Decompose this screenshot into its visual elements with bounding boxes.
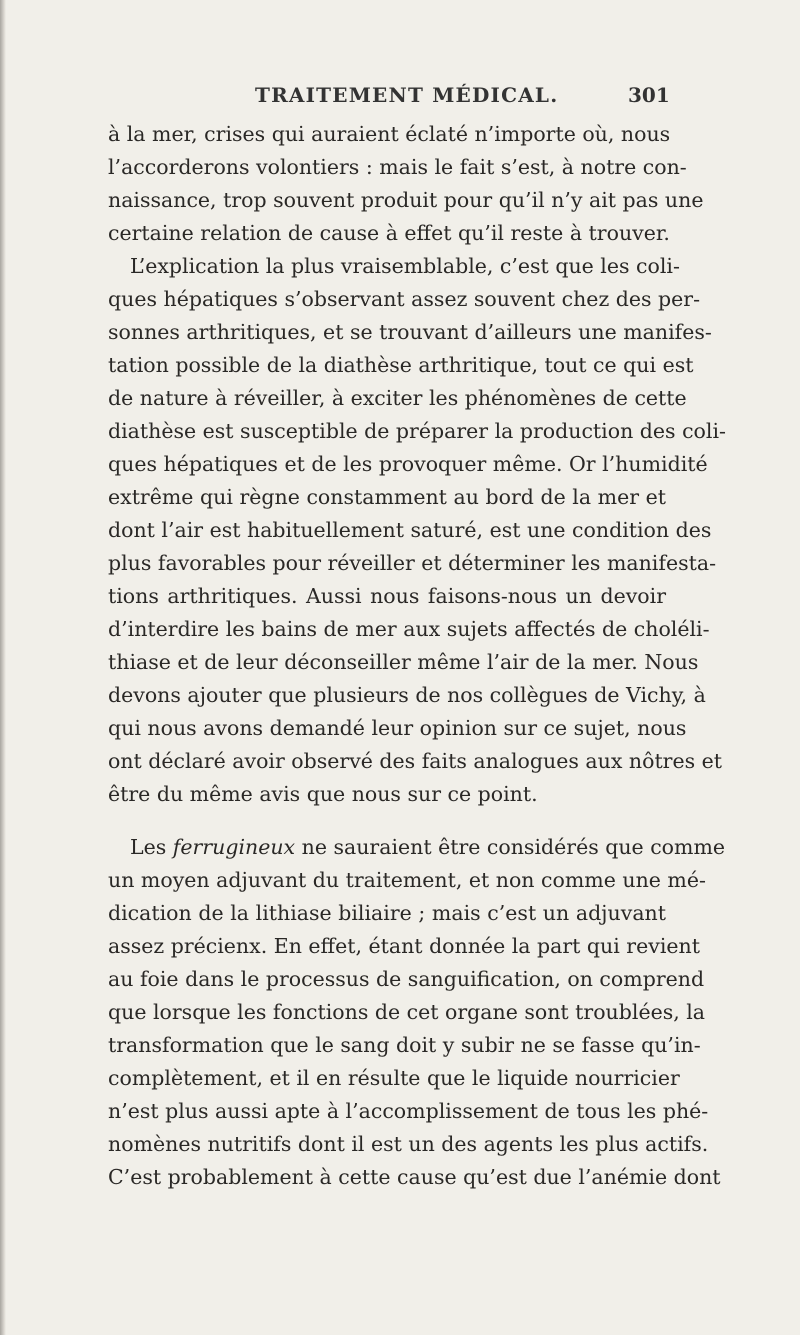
text-line: l’accorderons volontiers : mais le fait s’est, à notre con- <box>108 155 687 179</box>
text-line: nomènes nutritifs dont il est un des agents les plus actifs. <box>108 1132 709 1156</box>
text-line: tions arthritiques. Aussi nous faisons-nous un devoir <box>108 584 666 608</box>
text-line: au foie dans le processus de sanguification, on comprend <box>108 967 705 991</box>
text-line: extrême qui règne constamment au bord de la mer et <box>108 485 666 509</box>
text-line: dont l’air est habituellement saturé, est une condition des <box>108 518 712 542</box>
text-line: transformation que le sang doit y subir ne se fasse qu’in- <box>108 1033 701 1057</box>
text-line: tation possible de la diathèse arthritique, tout ce qui est <box>108 353 694 377</box>
text-line: thiase et de leur déconseiller même l’air de la mer. Nous <box>108 650 699 674</box>
text-line: L’explication la plus vraisemblable, c’est que les coli- <box>130 254 680 278</box>
text-line: que lorsque les fonctions de cet organe sont troublées, la <box>108 1000 706 1024</box>
text-line: ques hépatiques et de les provoquer même. Or l’humidité <box>108 452 708 476</box>
text-line: dication de la lithiase biliaire ; mais c’est un adjuvant <box>108 901 666 925</box>
italic-term: ferrugineux <box>172 835 296 859</box>
text-line: sonnes arthritiques, et se trouvant d’ailleurs une manifes- <box>108 320 712 344</box>
page-number: 301 <box>628 83 670 107</box>
text-line: complètement, et il en résulte que le liquide nourricier <box>108 1066 680 1090</box>
text-line: ques hépatiques s’observant assez souvent chez des per- <box>108 287 701 311</box>
text-line: C’est probablement à cette cause qu’est due l’anémie dont <box>108 1165 721 1189</box>
text-line: devons ajouter que plusieurs de nos collègues de Vichy, à <box>108 683 706 707</box>
text-line: qui nous avons demandé leur opinion sur ce sujet, nous <box>108 716 687 740</box>
text-run: Les <box>130 835 173 859</box>
text-line: de nature à réveiller, à exciter les phénomènes de cette <box>108 386 687 410</box>
text-line: diathèse est susceptible de préparer la production des coli- <box>108 419 726 443</box>
text-line: un moyen adjuvant du traitement, et non comme une mé- <box>108 868 706 892</box>
text-line: à la mer, crises qui auraient éclaté n’importe où, nous <box>108 122 671 146</box>
text-line: être du même avis que nous sur ce point. <box>108 782 538 806</box>
text-line: ont déclaré avoir observé des faits analogues aux nôtres et <box>108 749 723 773</box>
page-edge-shadow <box>0 0 6 1335</box>
page-header <box>0 83 800 113</box>
text-line: certaine relation de cause à effet qu’il reste à trouver. <box>108 221 670 245</box>
text-line: naissance, trop souvent produit pour qu’il n’y ait pas une <box>108 188 704 212</box>
text-line: n’est plus aussi apte à l’accomplissement de tous les phé- <box>108 1099 709 1123</box>
running-title: TRAITEMENT MÉDICAL. <box>255 83 559 107</box>
text-line: d’interdire les bains de mer aux sujets affectés de choléli- <box>108 617 710 641</box>
text-line-first <box>130 831 726 864</box>
text-line: plus favorables pour réveiller et déterminer les manifesta- <box>108 551 716 575</box>
text-run: ne sauraient être considérés que comme <box>295 835 726 859</box>
text-line: assez précienx. En effet, étant donnée la part qui revient <box>108 934 700 958</box>
